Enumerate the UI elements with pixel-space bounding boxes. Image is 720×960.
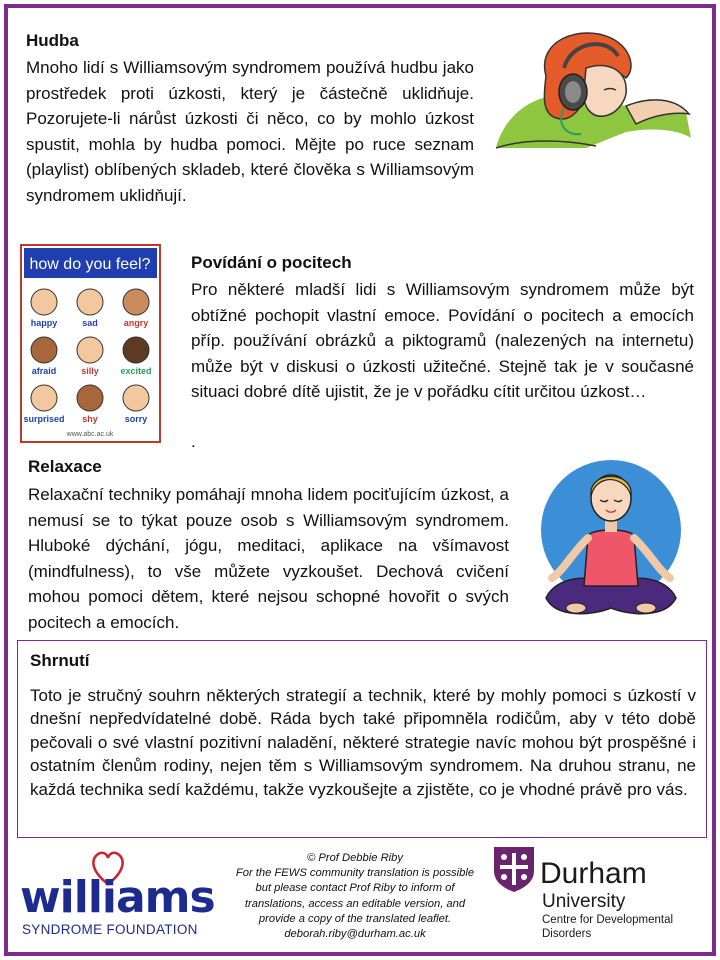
face-label-happy: happy [30,318,58,328]
credit-email-link[interactable]: deborah.riby@durham.ac.uk [284,928,426,941]
face-surprised [31,385,57,411]
credit-line: provide a copy of the translated leaflet. [258,912,452,925]
chart-title: how do you feel? [29,256,151,273]
face-label-sorry: sorry [124,414,148,424]
summary-heading: Shrnutí [30,651,90,670]
williams-syndrome-foundation-logo [20,848,215,943]
credit-line: For the FEWS community translation is possible [235,867,475,880]
how-do-you-feel-chart [20,244,161,443]
durham-name: Durham [540,857,647,890]
face-sad [77,289,103,315]
durham-university-label: University [542,891,626,912]
ws-subtitle: SYNDROME FOUNDATION [22,922,198,937]
credit-line: © Prof Debbie Riby [307,852,403,864]
face-label-afraid: afraid [31,366,57,376]
face-label-shy: shy [82,414,98,424]
ws-wordmark: williams [20,872,215,923]
face-sorry [123,385,149,411]
trailing-dot: . [191,432,196,451]
copyright-credit [212,851,498,942]
face-label-surprised: surprised [23,414,65,424]
girl-with-headphones-illustration [486,28,692,156]
durham-crest-icon [492,845,536,893]
credit-line: translations, access an editable version, and [244,897,466,910]
music-heading: Hudba [26,31,79,50]
feelings-paragraph: Pro některé mladší lidi s Williamsovým syndromem může být obtížné pochopit vlastní emoce. Povídání o pocitech a emocích příp. používání obrázků a piktogramů (nalezených na internetu) může být v diskusi o úzkosti užitečné. Stejně tak je v současné situaci dobré dítě ujistit, že je v pořádku cítit určitou úzkost… [191,280,694,402]
summary-box [17,640,707,838]
face-silly [77,337,103,363]
face-afraid [31,337,57,363]
centre-label: Centre for Developmental Disorders [542,914,674,940]
music-paragraph: Mnoho lidí s Williamsovým syndromem používá hudbu jako prostředek proti úzkosti, který je částečně uklidňuje. Pozorujete-li nárůst úzkosti či něco, co by mohlo úzkost spustit, mohla by hudba pomoci. Mějte po ruce seznam (playlist) oblíbených skladeb, které člověka s Williamsovým syndromem uklidňují. [26,58,474,205]
summary-paragraph: Toto je stručný souhrn některých strategií a technik, které by mohly pomoci s úzkostí v dnešní nepředvídatelné době. Ráda bych také připomněla rodičům, aby v této době pečovali o své vlastní pozitivní naladění, některé strategie navíc mohou být prospěšné i ostatním členům rodiny, nejen těm s Williamsovým syndromem. Na druhou stranu, ne každá technika sedí každému, takže vyzkoušejte a zjistěte, co je vhodné právě pro vás. [30,686,696,799]
relaxation-heading: Relaxace [28,457,102,476]
feelings-heading: Povídání o pocitech [191,253,352,272]
face-label-angry: angry [123,318,149,328]
yoga-meditation-illustration [536,458,686,623]
face-happy [31,289,57,315]
durham-university-logo [492,843,710,943]
chart-footer: www.abc.ac.uk [66,431,114,438]
face-excited [123,337,149,363]
face-label-sad: sad [82,318,98,328]
face-label-excited: excited [120,366,152,376]
relaxation-paragraph: Relaxační techniky pomáhají mnoha lidem pociťujícím úzkost, a nemusí se to týkat pouze osob s Williamsovým syndromem. Hluboké dýchání, jógu, meditaci, aplikace na všímavost (mindfulness), to vše můžete vyzkoušet. Dechová cvičení mohou pomoci dětem, které nejsou schopné hovořit o svých pocitech a emocích. [28,485,509,632]
face-angry [123,289,149,315]
face-label-silly: silly [81,366,99,376]
credit-line: but please contact Prof Riby to inform of [255,882,455,895]
face-shy [77,385,103,411]
